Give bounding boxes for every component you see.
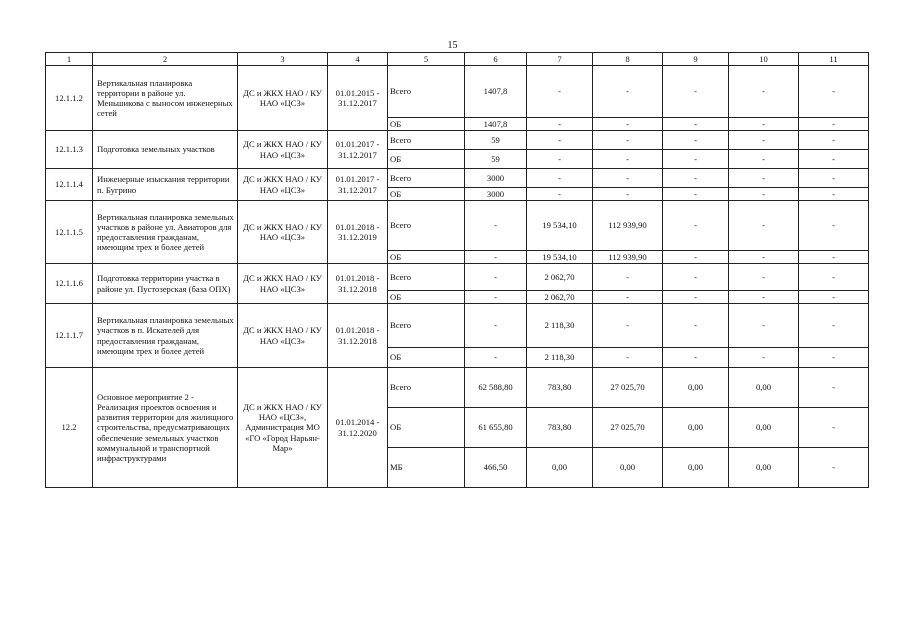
amount-cell: - <box>663 201 729 251</box>
amount-cell: - <box>593 118 663 131</box>
amount-cell: 0,00 <box>663 408 729 448</box>
amount-cell: - <box>799 169 869 188</box>
amount-cell: - <box>663 251 729 264</box>
item-code: 12.2 <box>46 368 93 488</box>
amount-cell: - <box>663 264 729 291</box>
item-period: 01.01.2017 - 31.12.2017 <box>328 169 388 201</box>
amount-cell: - <box>729 118 799 131</box>
funding-source: ОБ <box>388 348 465 368</box>
amount-cell: - <box>799 201 869 251</box>
amount-cell: 2 118,30 <box>527 348 593 368</box>
funding-source: ОБ <box>388 188 465 201</box>
amount-cell: - <box>527 118 593 131</box>
amount-cell: - <box>593 291 663 304</box>
header-cell: 9 <box>663 53 729 66</box>
item-period: 01.01.2018 - 31.12.2018 <box>328 304 388 368</box>
amount-cell: - <box>729 264 799 291</box>
funding-source: ОБ <box>388 118 465 131</box>
amount-cell: - <box>799 348 869 368</box>
amount-cell: - <box>527 188 593 201</box>
amount-cell: - <box>527 131 593 150</box>
amount-cell: - <box>663 291 729 304</box>
amount-cell: 0,00 <box>527 448 593 488</box>
amount-cell: - <box>593 169 663 188</box>
header-cell: 3 <box>238 53 328 66</box>
item-code: 12.1.1.2 <box>46 66 93 131</box>
amount-cell: 19 534,10 <box>527 201 593 251</box>
header-cell: 5 <box>388 53 465 66</box>
page-number: 15 <box>447 40 458 51</box>
item-description: Подготовка земельных участков <box>93 131 238 169</box>
item-description: Вертикальная планировка земельных участков в районе ул. Авиаторов для предоставления гражданам, имеющим трех и более детей <box>93 201 238 264</box>
amount-cell: - <box>593 264 663 291</box>
amount-cell: 61 655,80 <box>465 408 527 448</box>
amount-cell: - <box>663 66 729 118</box>
amount-cell: 112 939,90 <box>593 251 663 264</box>
item-period: 01.01.2018 - 31.12.2019 <box>328 201 388 264</box>
amount-cell: 27 025,70 <box>593 368 663 408</box>
funding-source: Всего <box>388 169 465 188</box>
amount-cell: - <box>593 348 663 368</box>
budget-table <box>45 52 869 488</box>
amount-cell: - <box>729 348 799 368</box>
amount-cell: - <box>729 304 799 348</box>
amount-cell: - <box>593 304 663 348</box>
item-executor: ДС и ЖКХ НАО / КУ НАО «ЦСЗ» <box>238 169 328 201</box>
funding-source: Всего <box>388 201 465 251</box>
funding-source: ОБ <box>388 291 465 304</box>
amount-cell: - <box>799 304 869 348</box>
amount-cell: 0,00 <box>593 448 663 488</box>
header-cell: 10 <box>729 53 799 66</box>
item-executor: ДС и ЖКХ НАО / КУ НАО «ЦСЗ» <box>238 264 328 304</box>
item-description: Инженерные изыскания территории п. Бугрино <box>93 169 238 201</box>
item-description: Вертикальная планировка территории в районе ул. Меньшикова с выносом инженерных сетей <box>93 66 238 131</box>
item-period: 01.01.2015 - 31.12.2017 <box>328 66 388 131</box>
amount-cell: 3000 <box>465 188 527 201</box>
item-executor: ДС и ЖКХ НАО / КУ НАО «ЦСЗ», Администрация МО «ГО «Город Нарьян-Мар» <box>238 368 328 488</box>
funding-source: Всего <box>388 368 465 408</box>
item-period: 01.01.2014 - 31.12.2020 <box>328 368 388 488</box>
item-executor: ДС и ЖКХ НАО / КУ НАО «ЦСЗ» <box>238 304 328 368</box>
amount-cell: 19 534,10 <box>527 251 593 264</box>
amount-cell: - <box>799 66 869 118</box>
amount-cell: 112 939,90 <box>593 201 663 251</box>
amount-cell: - <box>729 169 799 188</box>
funding-source: МБ <box>388 448 465 488</box>
amount-cell: 59 <box>465 150 527 169</box>
amount-cell: - <box>663 348 729 368</box>
amount-cell: 783,80 <box>527 368 593 408</box>
amount-cell: 2 118,30 <box>527 304 593 348</box>
header-cell: 6 <box>465 53 527 66</box>
table-row <box>46 264 869 291</box>
item-code: 12.1.1.7 <box>46 304 93 368</box>
amount-cell: - <box>663 169 729 188</box>
amount-cell: - <box>799 188 869 201</box>
amount-cell: 1407,8 <box>465 118 527 131</box>
item-period: 01.01.2017 - 31.12.2017 <box>328 131 388 169</box>
amount-cell: - <box>663 150 729 169</box>
amount-cell: 2 062,70 <box>527 264 593 291</box>
amount-cell: 3000 <box>465 169 527 188</box>
amount-cell: 2 062,70 <box>527 291 593 304</box>
amount-cell: - <box>465 304 527 348</box>
amount-cell: - <box>663 131 729 150</box>
amount-cell: 27 025,70 <box>593 408 663 448</box>
amount-cell: - <box>799 150 869 169</box>
amount-cell: - <box>663 118 729 131</box>
amount-cell: - <box>729 66 799 118</box>
amount-cell: - <box>593 150 663 169</box>
amount-cell: - <box>663 304 729 348</box>
amount-cell: - <box>465 251 527 264</box>
funding-source: ОБ <box>388 150 465 169</box>
table-row <box>46 201 869 251</box>
funding-source: ОБ <box>388 408 465 448</box>
header-cell: 1 <box>46 53 93 66</box>
amount-cell: - <box>593 131 663 150</box>
table-row <box>46 66 869 118</box>
amount-cell: 1407,8 <box>465 66 527 118</box>
amount-cell: - <box>729 251 799 264</box>
amount-cell: - <box>465 291 527 304</box>
amount-cell: - <box>527 66 593 118</box>
item-executor: ДС и ЖКХ НАО / КУ НАО «ЦСЗ» <box>238 131 328 169</box>
amount-cell: - <box>465 348 527 368</box>
header-cell: 2 <box>93 53 238 66</box>
header-cell: 7 <box>527 53 593 66</box>
amount-cell: 0,00 <box>729 448 799 488</box>
header-cell: 11 <box>799 53 869 66</box>
amount-cell: - <box>593 188 663 201</box>
header-cell: 8 <box>593 53 663 66</box>
amount-cell: - <box>799 408 869 448</box>
amount-cell: - <box>527 150 593 169</box>
table-row <box>46 368 869 408</box>
amount-cell: 466,50 <box>465 448 527 488</box>
amount-cell: - <box>799 264 869 291</box>
amount-cell: - <box>729 201 799 251</box>
item-code: 12.1.1.4 <box>46 169 93 201</box>
amount-cell: - <box>465 201 527 251</box>
amount-cell: 62 588,80 <box>465 368 527 408</box>
item-code: 12.1.1.5 <box>46 201 93 264</box>
item-period: 01.01.2018 - 31.12.2018 <box>328 264 388 304</box>
amount-cell: 0,00 <box>729 368 799 408</box>
amount-cell: 59 <box>465 131 527 150</box>
table-row <box>46 304 869 348</box>
table-row <box>46 131 869 150</box>
amount-cell: - <box>729 188 799 201</box>
amount-cell: - <box>729 150 799 169</box>
item-description: Основное мероприятие 2 - Реализация проектов освоения и развития территории для жилищного строительства, предусматривающих обеспечение земельных участков коммунальной и транспортной инфраструктурами <box>93 368 238 488</box>
item-description: Вертикальная планировка земельных участков в п. Искателей для предоставления гражданам, имеющим трех и более детей <box>93 304 238 368</box>
amount-cell: - <box>799 291 869 304</box>
amount-cell: - <box>799 118 869 131</box>
item-executor: ДС и ЖКХ НАО / КУ НАО «ЦСЗ» <box>238 66 328 131</box>
amount-cell: - <box>799 131 869 150</box>
funding-source: ОБ <box>388 251 465 264</box>
amount-cell: - <box>527 169 593 188</box>
amount-cell: - <box>729 291 799 304</box>
amount-cell: 0,00 <box>663 368 729 408</box>
funding-source: Всего <box>388 304 465 348</box>
header-cell: 4 <box>328 53 388 66</box>
item-executor: ДС и ЖКХ НАО / КУ НАО «ЦСЗ» <box>238 201 328 264</box>
item-code: 12.1.1.3 <box>46 131 93 169</box>
amount-cell: - <box>799 368 869 408</box>
funding-source: Всего <box>388 264 465 291</box>
item-description: Подготовка территории участка в районе ул. Пустозерская (база ОПХ) <box>93 264 238 304</box>
table-row <box>46 169 869 188</box>
amount-cell: - <box>465 264 527 291</box>
amount-cell: 783,80 <box>527 408 593 448</box>
item-code: 12.1.1.6 <box>46 264 93 304</box>
funding-source: Всего <box>388 131 465 150</box>
amount-cell: - <box>593 66 663 118</box>
amount-cell: 0,00 <box>663 448 729 488</box>
amount-cell: - <box>729 131 799 150</box>
header-row <box>46 53 869 66</box>
funding-source: Всего <box>388 66 465 118</box>
amount-cell: - <box>799 448 869 488</box>
amount-cell: - <box>663 188 729 201</box>
amount-cell: 0,00 <box>729 408 799 448</box>
amount-cell: - <box>799 251 869 264</box>
